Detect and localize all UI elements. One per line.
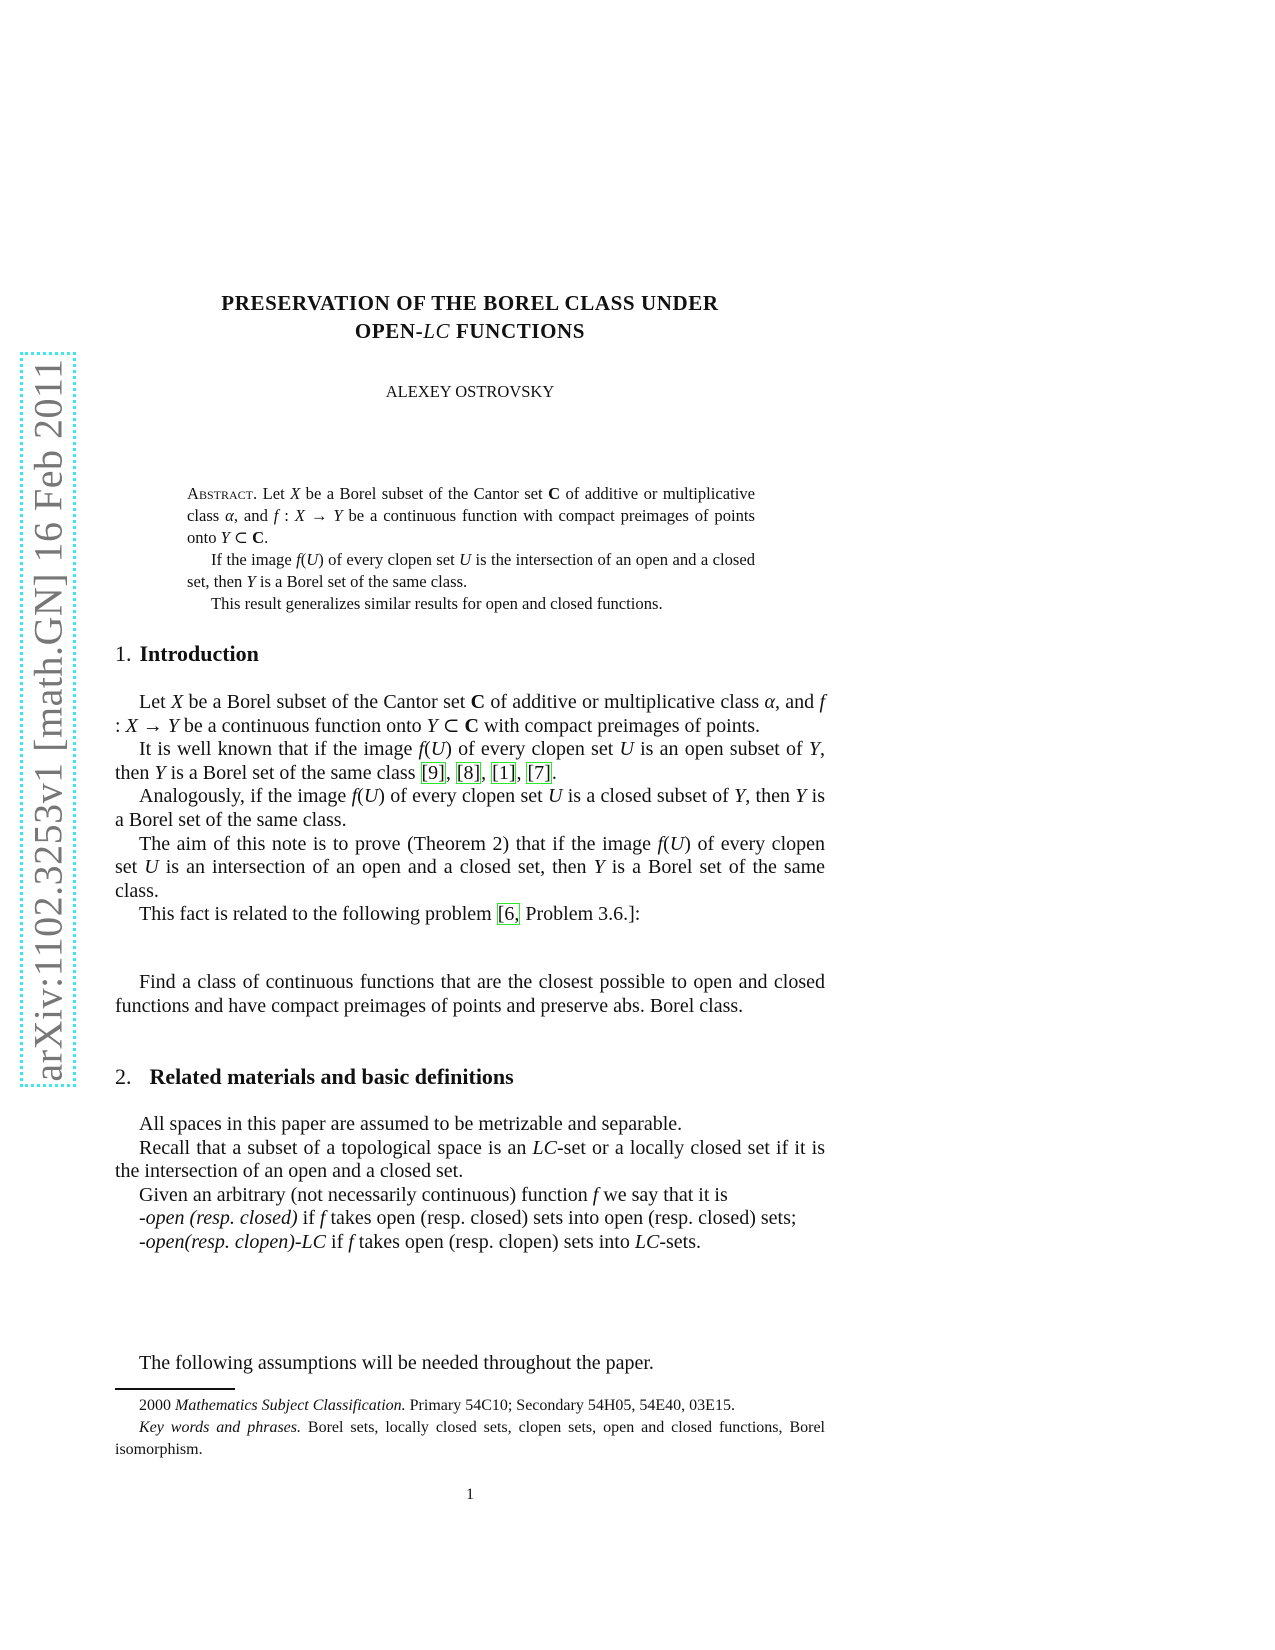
math-italic: open(resp. clopen)-LC <box>145 1230 327 1253</box>
math-italic: U <box>669 832 685 855</box>
paragraph <box>115 1231 825 1255</box>
math-italic: f <box>592 1183 599 1206</box>
title-text: FUNCTIONS <box>450 319 586 343</box>
text: → <box>137 714 168 737</box>
text: -sets. <box>659 1230 701 1253</box>
citation-link[interactable]: [7] <box>527 761 551 784</box>
math-italic: U <box>547 785 563 808</box>
text: be a Borel subset of the Cantor set <box>300 484 549 503</box>
math-italic: f <box>351 785 358 808</box>
text: -set or a locally closed set if it is the intersection of an open and a closed set. <box>115 1136 825 1183</box>
text: is a Borel set of the same class <box>165 761 421 784</box>
citation-link[interactable]: [1] <box>492 761 516 784</box>
math-italic: Y <box>246 572 256 591</box>
paragraph <box>115 1207 825 1231</box>
text: → <box>304 506 334 525</box>
math-italic: X <box>125 714 138 737</box>
text: , <box>516 761 527 784</box>
paragraph <box>115 833 825 904</box>
text: ⊂ <box>229 528 253 547</box>
math-italic: f <box>319 1207 326 1230</box>
text: is an open subset of <box>633 738 809 761</box>
math-italic: U <box>459 550 472 569</box>
text: be a Borel subset of the Cantor set <box>183 691 471 713</box>
paragraph <box>115 1137 825 1184</box>
section-heading-related <box>115 1064 514 1090</box>
paragraph <box>115 971 825 1018</box>
text: we say that it is <box>598 1183 728 1206</box>
text: Primary 54C10; Secondary 54H05, 54E40, 03E15. <box>405 1397 735 1414</box>
math-italic: Y <box>795 785 807 808</box>
text: , and <box>774 691 820 713</box>
text: of additive or multiplicative class <box>485 691 765 713</box>
paragraph <box>115 1395 825 1417</box>
text: , <box>445 761 456 784</box>
math-italic: Y <box>333 506 343 525</box>
problem-statement <box>115 971 825 1018</box>
footnotes <box>115 1395 825 1461</box>
math-italic: Y <box>734 785 746 808</box>
text: if <box>326 1230 349 1253</box>
math-italic: U <box>363 785 379 808</box>
text: ( <box>357 785 364 808</box>
text: All spaces in this paper are assumed to be metrizable and separable. <box>139 1113 683 1135</box>
paragraph <box>115 1113 825 1137</box>
text: The following assumptions will be needed throughout the paper. <box>139 1352 654 1374</box>
arxiv-identifier: arXiv:1102.3253v1 [math.GN] 16 Feb 2011 <box>25 357 71 1082</box>
text: ( <box>663 832 670 855</box>
math-italic: U <box>619 738 634 761</box>
text: - <box>139 1207 146 1230</box>
math-bold: C <box>470 691 486 713</box>
abstract-paragraph <box>187 593 755 615</box>
text: : <box>278 506 295 525</box>
math-italic: Y <box>154 761 166 784</box>
page-number: 1 <box>466 1486 474 1503</box>
text: ( <box>300 550 307 569</box>
math-italic: Y <box>167 714 179 737</box>
math-italic: Mathematics Subject Classification. <box>175 1397 406 1414</box>
math-italic: α <box>764 691 775 713</box>
section-number: 1. <box>115 641 132 666</box>
math-italic: LC <box>634 1230 660 1253</box>
math-italic: X <box>170 691 184 713</box>
text: takes open (resp. clopen) sets into <box>353 1230 635 1253</box>
text: Let <box>257 484 291 503</box>
section-heading-introduction <box>115 641 259 667</box>
text: Problem 3.6.]: <box>520 903 641 926</box>
title-text: OPEN- <box>354 319 424 343</box>
math-italic: Key words and phrases. <box>139 1419 301 1436</box>
text: . <box>551 761 557 784</box>
math-bold: C <box>548 484 561 503</box>
text: This fact is related to the following problem <box>139 903 497 926</box>
math-italic: f <box>819 691 825 713</box>
text: Analogously, if the image <box>139 785 352 808</box>
text: The aim of this note is to prove (Theorem 2) that if the image <box>139 832 658 855</box>
math-italic: α <box>225 506 234 525</box>
title-line-1: PRESERVATION OF THE BOREL CLASS UNDER <box>221 291 719 315</box>
text: is an intersection of an open and a closed set, then <box>158 856 594 879</box>
footnote-rule <box>115 1388 235 1390</box>
intro-text <box>115 691 825 927</box>
text: is a Borel set of the same class. <box>115 785 826 831</box>
text: This result generalizes similar results for open and closed functions. <box>211 594 663 613</box>
text: be a continuous function with compact preimages of points onto <box>187 506 756 547</box>
section-title: Related materials and basic definitions <box>149 1064 514 1089</box>
arxiv-stamp <box>20 352 76 1087</box>
math-italic: X <box>290 484 301 503</box>
math-bold: C <box>252 528 265 547</box>
title-math: LC <box>423 319 451 343</box>
title-line-2 <box>115 319 825 344</box>
math-italic: Y <box>220 528 230 547</box>
paragraph <box>115 691 825 738</box>
math-italic: Y <box>426 714 438 737</box>
section-title: Introduction <box>139 641 259 666</box>
text: Given an arbitrary (not necessarily continuous) function <box>139 1183 593 1206</box>
text: - <box>139 1230 146 1253</box>
math-italic: f <box>273 506 279 525</box>
math-italic: open (resp. closed) <box>145 1207 298 1230</box>
math-italic: X <box>294 506 305 525</box>
text: ) of every clopen set <box>378 785 548 808</box>
paragraph <box>115 1417 825 1461</box>
abstract-label: Abstract. <box>187 484 258 503</box>
abstract <box>187 483 755 615</box>
text: be a continuous function onto <box>178 714 427 737</box>
text: : <box>115 714 126 737</box>
abstract-paragraph <box>187 549 755 593</box>
citation-link[interactable]: [9] <box>421 761 445 784</box>
paragraph <box>115 1184 825 1208</box>
paragraph <box>115 738 825 785</box>
text: of additive or multiplicative class <box>187 484 755 525</box>
citation-link[interactable]: [8] <box>456 761 481 784</box>
definitions-text <box>115 1113 825 1255</box>
math-italic: U <box>430 738 446 761</box>
math-italic: Y <box>593 856 605 879</box>
text: takes open (resp. closed) sets into open (resp. closed) sets; <box>325 1207 797 1230</box>
text: , and <box>233 506 274 525</box>
text: , <box>481 761 492 784</box>
paragraph <box>115 903 825 927</box>
math-italic: f <box>657 832 664 855</box>
text: Borel sets, locally closed sets, clopen sets, open and closed functions, Borel isomorphism. <box>115 1419 826 1458</box>
paragraph <box>115 785 825 832</box>
text: ) of every clopen set <box>318 550 460 569</box>
math-bold: C <box>464 714 479 737</box>
text: If the image <box>211 550 297 569</box>
math-italic: f <box>418 738 425 761</box>
text: ⊂ <box>437 714 465 737</box>
text: is a closed subset of <box>562 785 735 808</box>
text: ) of every clopen set <box>115 832 825 879</box>
text: , then <box>745 785 796 808</box>
text: Recall that a subset of a topological space is an <box>139 1136 533 1159</box>
assumptions-text <box>115 1352 825 1376</box>
citation-link[interactable]: [6, <box>497 903 520 926</box>
text: , then <box>115 738 825 784</box>
text: It is well known that if the image <box>139 738 419 761</box>
text: is the intersection of an open and a closed set, then <box>187 550 755 591</box>
math-italic: U <box>306 550 319 569</box>
author: ALEXEY OSTROVSKY <box>385 382 555 401</box>
text: is a Borel set of the same class. <box>255 572 468 591</box>
abstract-paragraph <box>187 483 755 549</box>
text: . <box>264 528 269 547</box>
text: with compact preimages of points. <box>478 714 761 737</box>
section-number: 2. <box>115 1064 132 1089</box>
math-italic: f <box>296 550 301 569</box>
text: if <box>297 1207 320 1230</box>
math-italic: f <box>348 1230 354 1253</box>
text: ) of every clopen set <box>445 738 620 761</box>
text: 2000 <box>139 1397 175 1414</box>
paragraph <box>115 1352 825 1376</box>
math-italic: U <box>144 856 159 879</box>
text: Let <box>139 691 171 713</box>
math-italic: LC <box>532 1136 558 1159</box>
math-italic: Y <box>808 738 820 761</box>
text: is a Borel set of the same class. <box>115 856 826 902</box>
text: Find a class of continuous functions that are the closest possible to open and closed functions and have compact preimages of points and preserve abs. Borel class. <box>115 971 825 1017</box>
text: ( <box>424 738 431 761</box>
